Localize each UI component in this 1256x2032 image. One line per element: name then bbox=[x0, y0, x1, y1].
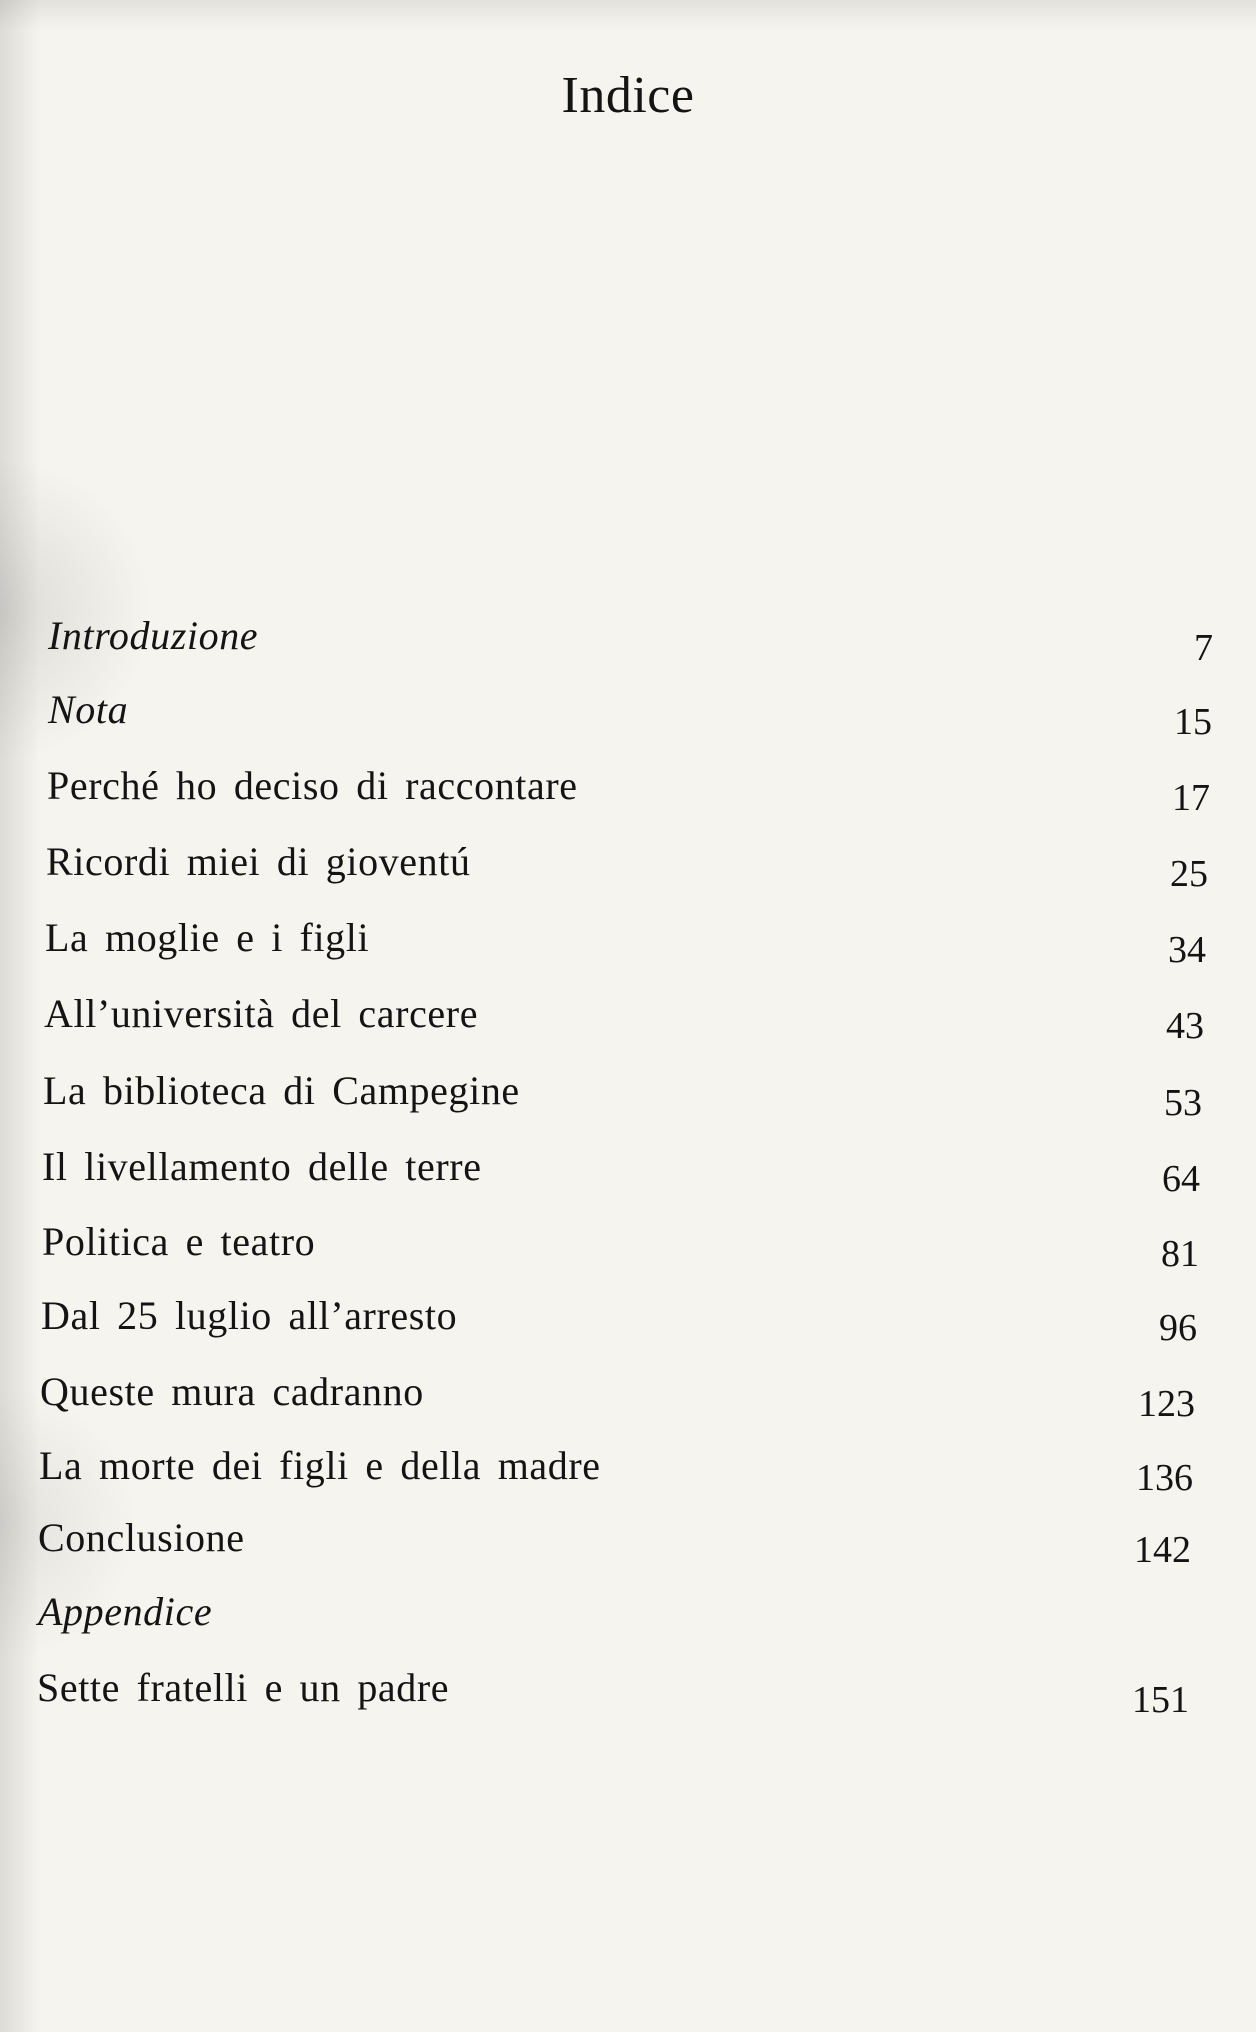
toc-entry-page: 53 bbox=[1164, 1082, 1202, 1124]
toc-entry-title: Il livellamento delle terre bbox=[42, 1144, 482, 1189]
page-title: Indice bbox=[561, 67, 695, 124]
toc-entry-title: Nota bbox=[48, 687, 129, 732]
toc-entry-page: 34 bbox=[1168, 929, 1206, 971]
toc-entry-page: 64 bbox=[1162, 1158, 1200, 1200]
toc-entry-title: Introduzione bbox=[48, 613, 259, 658]
toc-entry-page: 81 bbox=[1161, 1233, 1199, 1275]
toc-entry-title: La moglie e i figli bbox=[45, 915, 370, 960]
toc-entry-page: 15 bbox=[1174, 701, 1212, 743]
toc-entry-page: 7 bbox=[1194, 627, 1213, 669]
toc-entry-title: Ricordi miei di gioventú bbox=[46, 839, 471, 884]
toc-entry-page: 142 bbox=[1134, 1529, 1191, 1571]
toc-entry-page: 25 bbox=[1170, 853, 1208, 895]
toc-entry-page: 17 bbox=[1172, 777, 1210, 819]
toc-entry-page: 136 bbox=[1136, 1457, 1193, 1499]
toc-entry-page: 151 bbox=[1132, 1679, 1189, 1721]
toc-entry-title: Dal 25 luglio all’arresto bbox=[41, 1293, 458, 1338]
toc-entry-page: 96 bbox=[1159, 1307, 1197, 1349]
toc-entry-title: Politica e teatro bbox=[42, 1219, 316, 1264]
toc-entry-page: 123 bbox=[1138, 1383, 1195, 1425]
toc-entry-title: Perché ho deciso di raccontare bbox=[47, 763, 578, 808]
toc-entry-page: 43 bbox=[1166, 1005, 1204, 1047]
toc-entry-title: Queste mura cadranno bbox=[40, 1369, 424, 1414]
toc-entry-title: La morte dei figli e della madre bbox=[39, 1443, 601, 1488]
toc-entry-title: Conclusione bbox=[38, 1515, 245, 1560]
toc-entry-title: Sette fratelli e un padre bbox=[37, 1665, 450, 1710]
toc-entry-title: La biblioteca di Campegine bbox=[43, 1068, 520, 1113]
toc-entry-title: All’università del carcere bbox=[44, 991, 479, 1036]
toc-entry-title: Appendice bbox=[38, 1589, 213, 1634]
